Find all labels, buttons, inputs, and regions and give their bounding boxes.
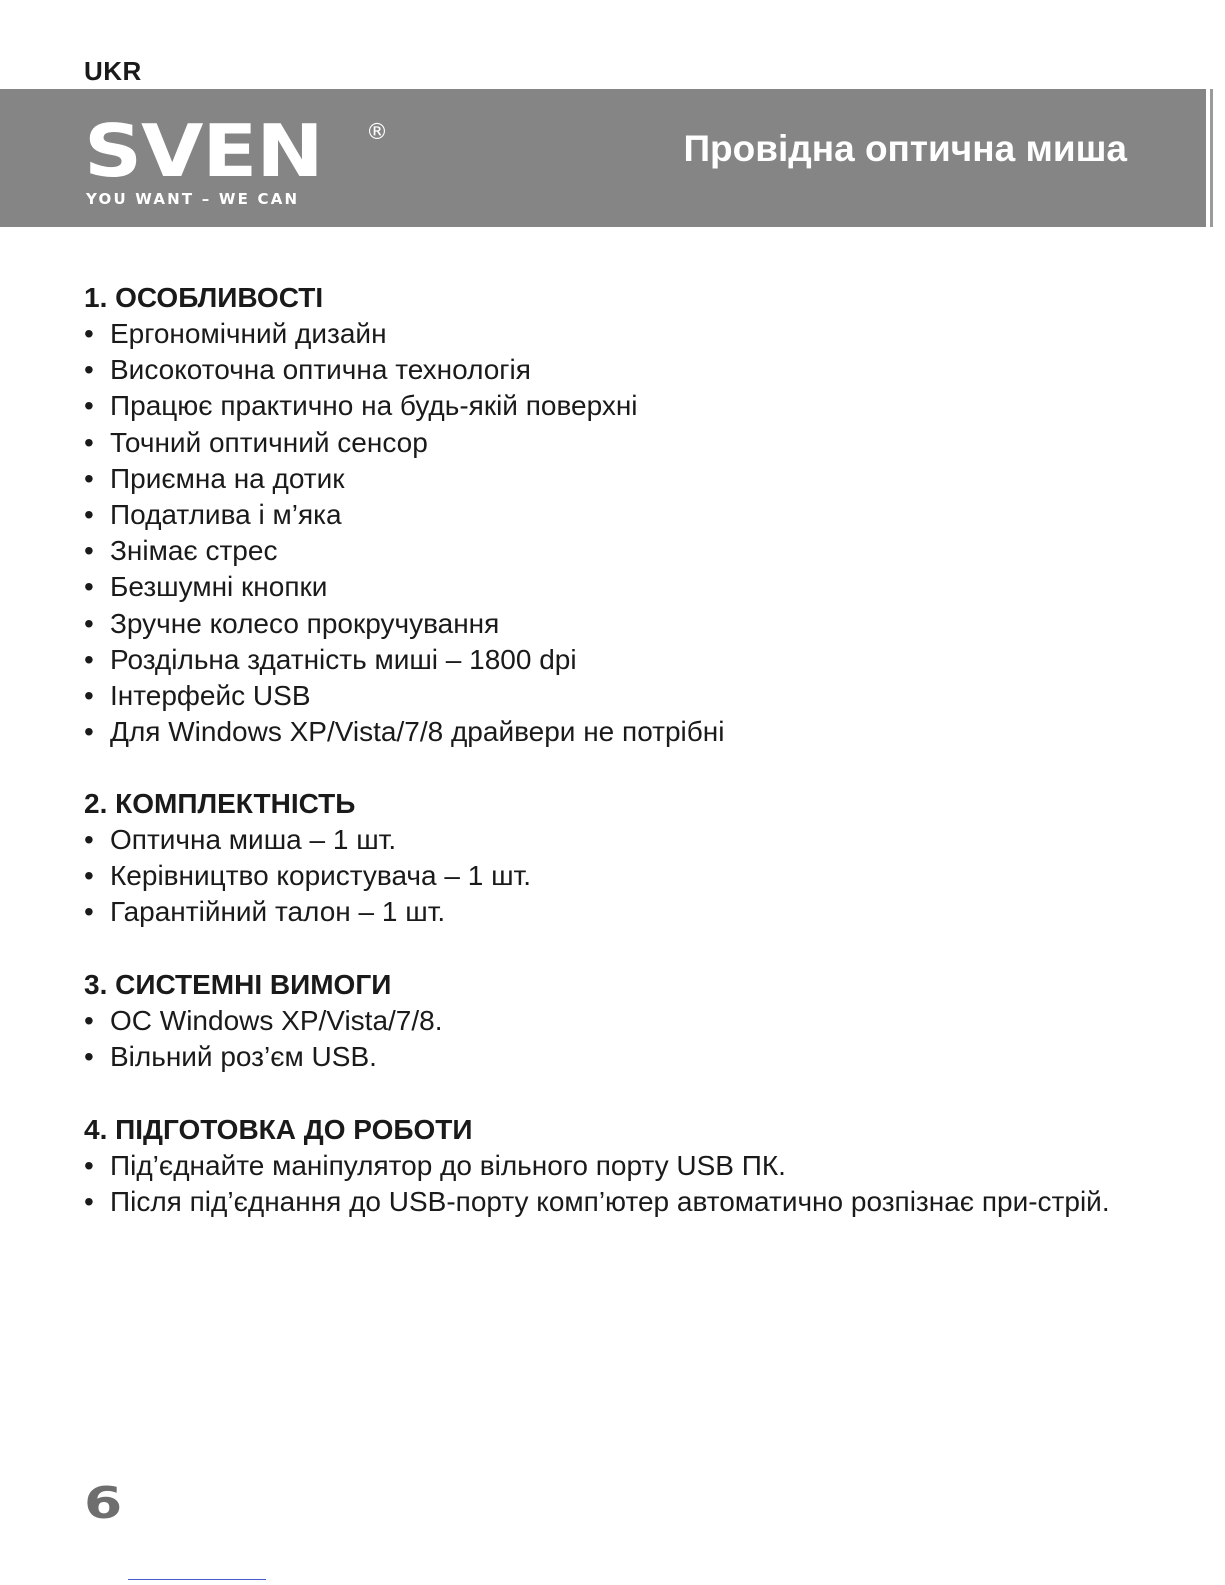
section-heading: 2. КОМПЛЕКТНІСТЬ	[84, 788, 356, 819]
list-item: • Роздільна здатність миші – 1800 dpi	[84, 642, 1129, 678]
bullet-icon: •	[84, 318, 94, 349]
bullet-icon: •	[84, 390, 94, 422]
language-code: UKR	[84, 56, 142, 86]
bullet-icon: •	[84, 716, 94, 748]
section-heading: 1. ОСОБЛИВОСТІ	[84, 282, 324, 313]
section-getting-started	[84, 1112, 1129, 1220]
header-band-edge	[1210, 89, 1213, 227]
bullet-icon: •	[84, 462, 94, 494]
list-item: • Вільний роз’єм USB.	[84, 1039, 1129, 1075]
bullet-icon: •	[84, 1005, 94, 1036]
list-item: • Працює практично на будь-якій поверхні	[84, 388, 1129, 424]
logo-slogan: YOU WANT – WE CAN	[86, 190, 300, 208]
page-number: 6	[84, 1478, 123, 1529]
registered-mark: ®	[366, 120, 388, 145]
bullet-icon: •	[84, 1041, 94, 1073]
document-title: Провідна оптична миша	[683, 128, 1127, 169]
list-item: • Зручне колесо прокручування	[84, 606, 1129, 642]
list-item: • Після під’єднання до USB-порту комп’ютер автоматично розпізнає при-стрій.	[84, 1184, 1129, 1220]
list-item: • Безшумні кнопки	[84, 569, 1129, 605]
bullet-icon: •	[84, 571, 94, 603]
bullet-icon: •	[84, 643, 94, 675]
bullet-icon: •	[84, 824, 94, 855]
bullet-icon: •	[84, 680, 94, 712]
brand-logo	[84, 109, 388, 210]
list-item: • Під’єднайте маніпулятор до вільного порту USB ПК.	[84, 1148, 1129, 1184]
list-item: • Керівництво користувача – 1 шт.	[84, 858, 1129, 894]
bullet-icon: •	[84, 860, 94, 892]
list-item: • Приємна на дотик	[84, 461, 1129, 497]
section-system-requirements	[84, 967, 1129, 1075]
list-item: • Знімає стрес	[84, 533, 1129, 569]
list-item: • Оптична миша – 1 шт.	[84, 822, 1129, 858]
footer-rule	[128, 1579, 266, 1580]
bullet-icon: •	[84, 1150, 94, 1181]
list-item: • Податлива і м’яка	[84, 497, 1129, 533]
bullet-icon: •	[84, 499, 94, 531]
section-heading: 4. ПІДГОТОВКА ДО РОБОТИ	[84, 1114, 473, 1145]
bullet-list	[84, 822, 1129, 931]
list-item: • ОС Windows XP/Vista/7/8.	[84, 1003, 1129, 1039]
list-item: • Ергономічний дизайн	[84, 316, 1129, 352]
section-heading: 3. СИСТЕМНІ ВИМОГИ	[84, 969, 392, 1000]
bullet-icon: •	[84, 607, 94, 639]
logo-wordmark: SVEN	[84, 109, 323, 193]
bullet-list	[84, 1003, 1129, 1075]
section-package-contents	[84, 786, 1129, 931]
list-item: • Гарантійний талон – 1 шт.	[84, 894, 1129, 930]
bullet-icon: •	[84, 896, 94, 928]
bullet-icon: •	[84, 1186, 94, 1218]
list-item: • Інтерфейс USB	[84, 678, 1129, 714]
bullet-list	[84, 316, 1129, 750]
list-item: • Точний оптичний сенсор	[84, 425, 1129, 461]
bullet-icon: •	[84, 535, 94, 567]
bullet-icon: •	[84, 426, 94, 458]
section-features	[84, 280, 1129, 750]
bullet-list	[84, 1148, 1129, 1220]
bullet-icon: •	[84, 354, 94, 386]
list-item: • Високоточна оптична технологія	[84, 352, 1129, 388]
list-item: • Для Windows XP/Vista/7/8 драйвери не потрібні	[84, 714, 1129, 750]
